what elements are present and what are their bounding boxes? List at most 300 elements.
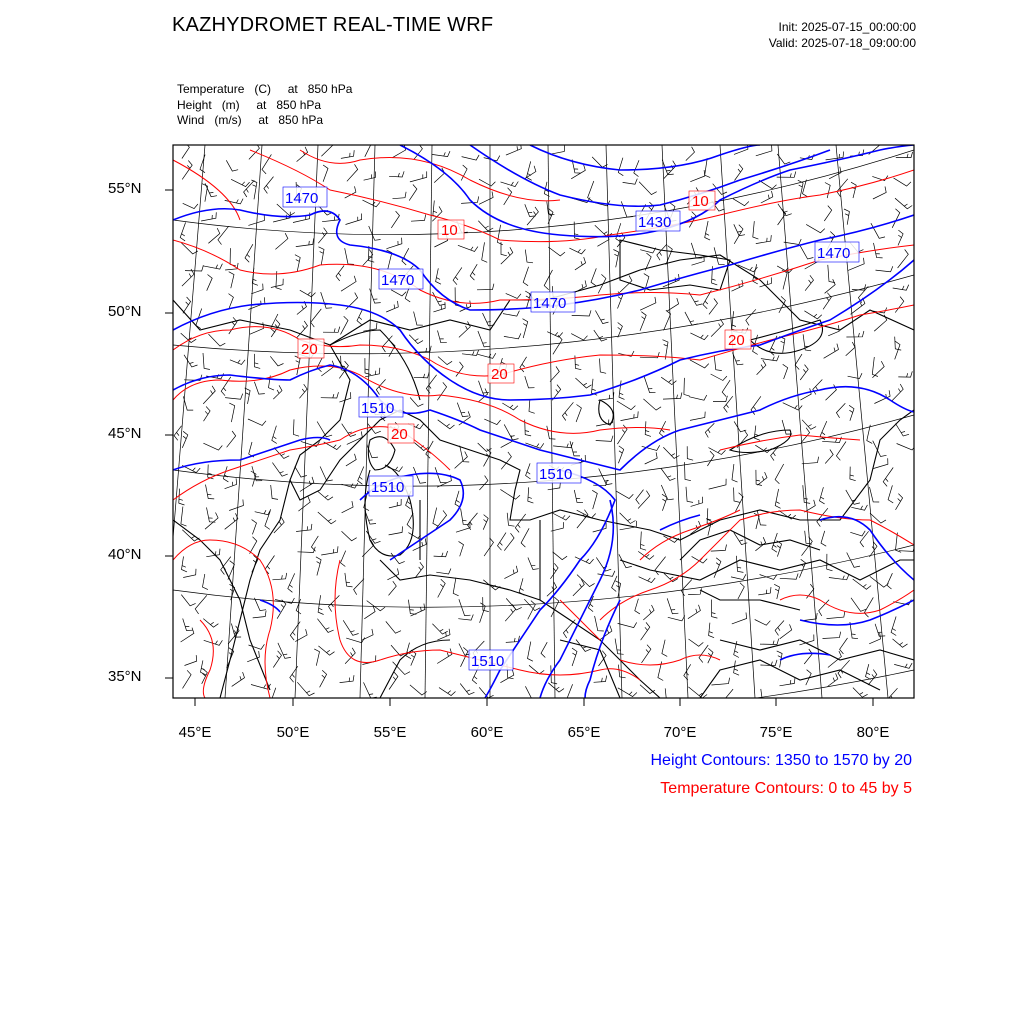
wind-barb: [754, 426, 760, 441]
wind-barb: [634, 160, 639, 176]
wind-barb: [824, 206, 831, 221]
wind-barb: [733, 199, 749, 206]
wind-barb: [346, 214, 362, 225]
wind-barb: [358, 467, 364, 485]
lat-label: 45°N: [108, 425, 142, 442]
wind-barb: [595, 311, 608, 324]
wind-barb: [836, 442, 846, 461]
wind-barb: [357, 310, 362, 325]
wind-barb: [414, 312, 423, 326]
wind-barb: [272, 463, 287, 477]
wind-barb: [318, 646, 334, 655]
wind-barb: [406, 643, 411, 659]
wind-barb: [506, 598, 522, 610]
wind-barb: [851, 598, 866, 612]
wind-barb: [367, 601, 385, 611]
wind-barb: [661, 377, 676, 384]
wind-barb: [848, 373, 862, 378]
wind-barb: [183, 619, 193, 631]
wind-barb: [183, 569, 196, 578]
wind-barb: [823, 632, 841, 639]
wind-barb: [725, 689, 733, 704]
wind-barb: [342, 531, 357, 541]
wind-barb: [645, 421, 651, 436]
wind-barb: [761, 355, 779, 361]
wind-barb: [253, 611, 266, 618]
wind-barb: [883, 468, 893, 487]
wind-barb: [438, 331, 447, 343]
wind-barb: [318, 595, 324, 614]
wind-barb: [438, 357, 452, 365]
wind-barb: [503, 311, 519, 316]
wind-barb: [662, 640, 667, 657]
wind-barb: [892, 209, 900, 228]
wind-barb: [498, 533, 507, 551]
wind-barb: [387, 238, 402, 249]
wind-barb: [264, 177, 274, 194]
wind-barb: [386, 301, 398, 312]
wind-barb: [690, 333, 708, 340]
wind-barb: [362, 655, 375, 664]
wind-barb: [459, 541, 464, 556]
wind-barb: [821, 531, 826, 546]
wind-barb: [453, 578, 458, 596]
wind-barb: [802, 420, 816, 430]
wind-barb: [599, 469, 613, 485]
wind-barb: [205, 513, 218, 530]
wind-barb: [182, 269, 194, 286]
wind-barb: [345, 248, 354, 264]
wind-barb: [714, 356, 722, 371]
wind-barb: [757, 360, 766, 375]
wind-barb: [668, 616, 685, 621]
wind-barb: [783, 364, 788, 379]
wind-barb: [868, 670, 877, 685]
wind-barb: [293, 419, 299, 436]
wind-barb: [391, 211, 399, 228]
wind-barb: [288, 573, 295, 592]
wind-barb: [569, 248, 585, 254]
wind-barb: [410, 685, 427, 695]
wind-barb: [321, 361, 334, 376]
wind-barb: [621, 201, 633, 217]
wind-barb: [599, 651, 607, 666]
wind-barb: [800, 246, 813, 259]
wind-barb: [182, 556, 188, 572]
wind-barb: [439, 688, 456, 696]
wind-barb: [297, 682, 314, 696]
wind-barb: [612, 576, 617, 592]
wind-barb: [296, 524, 312, 532]
wind-barb: [692, 556, 708, 563]
wind-barb: [550, 563, 558, 579]
wind-barb: [849, 405, 854, 420]
wind-barb: [594, 676, 607, 683]
wind-barb: [600, 359, 607, 374]
wind-barb: [203, 353, 210, 370]
wind-barb: [780, 677, 796, 685]
wind-barb: [827, 611, 845, 618]
wind-barb: [272, 426, 277, 444]
wind-barb: [732, 613, 747, 624]
wind-barb: [295, 356, 300, 375]
wind-barb: [562, 402, 573, 420]
wind-barb: [643, 605, 654, 620]
wind-barb: [893, 285, 909, 291]
wind-barb: [204, 407, 211, 422]
wind-barb: [314, 649, 319, 666]
wind-barb: [523, 319, 528, 338]
wind-barb: [853, 579, 871, 589]
wind-barb: [317, 619, 333, 633]
wind-barb: [479, 476, 488, 490]
wind-barb: [410, 398, 423, 407]
wind-barb: [295, 255, 300, 272]
wind-barb: [636, 490, 644, 505]
lon-label: 50°E: [276, 724, 310, 741]
wind-barb: [778, 204, 792, 216]
lon-label: 65°E: [567, 724, 601, 741]
wind-barb: [272, 688, 277, 703]
wind-barb: [709, 479, 726, 489]
wind-barb: [526, 463, 531, 479]
wind-barb: [705, 221, 710, 240]
wind-barb: [641, 622, 650, 640]
wind-barb: [570, 441, 580, 456]
wind-barb: [296, 238, 314, 246]
wind-barb: [343, 620, 358, 635]
wind-barb: [482, 242, 488, 262]
wind-barb: [784, 239, 802, 245]
wind-barb: [732, 311, 738, 331]
lon-label: 55°E: [373, 724, 407, 741]
height-label: 1470: [817, 245, 851, 262]
wind-barb: [851, 182, 856, 198]
wind-barb: [365, 137, 373, 157]
wind-barb: [644, 377, 655, 393]
wind-barb: [300, 290, 316, 297]
wind-barb: [362, 629, 373, 640]
wind-barb: [690, 360, 709, 368]
wind-barb: [691, 243, 702, 258]
wind-barb: [618, 688, 637, 697]
wind-barb: [758, 472, 768, 485]
wind-barb: [850, 531, 865, 536]
wind-barb: [573, 579, 584, 596]
wind-barb: [345, 573, 353, 587]
wind-barb: [735, 164, 743, 180]
wind-barb: [502, 403, 518, 410]
wind-barb: [389, 581, 397, 595]
wind-barb: [775, 489, 780, 508]
wind-barb: [663, 393, 682, 400]
wind-barb: [828, 265, 835, 283]
wind-barb: [618, 446, 623, 463]
wind-barb: [663, 447, 679, 458]
wind-barb: [409, 335, 423, 344]
wind-barb: [341, 551, 346, 567]
height-label: 1510: [371, 479, 405, 496]
wind-barb: [640, 312, 646, 331]
wind-barb: [553, 442, 573, 448]
wind-barb: [705, 423, 714, 437]
height-label: 1510: [361, 400, 395, 417]
wind-barb: [461, 508, 470, 525]
wind-barb: [290, 622, 300, 641]
wind-barb: [755, 620, 771, 626]
lon-label: 45°E: [178, 724, 212, 741]
wind-barb: [321, 139, 334, 157]
wind-barb: [825, 183, 830, 199]
wind-barb: [523, 267, 528, 286]
wind-barb: [567, 684, 572, 701]
wind-barb: [852, 284, 866, 290]
wind-barb: [290, 666, 298, 682]
wind-barb: [201, 660, 206, 675]
valid-time: Valid: 2025-07-18_09:00:00: [768, 36, 916, 50]
wind-barb: [245, 244, 253, 262]
wind-barb: [802, 457, 819, 464]
wind-barb: [895, 341, 900, 359]
wind-barb: [299, 384, 307, 398]
wind-barb: [501, 452, 511, 469]
wind-barb: [846, 331, 864, 337]
wind-barb: [870, 576, 889, 587]
wind-barb: [402, 248, 409, 265]
wind-barb: [722, 380, 730, 397]
wind-barb: [690, 412, 705, 421]
wind-barb: [407, 513, 413, 528]
wind-barb: [477, 353, 496, 358]
wind-barb: [690, 170, 705, 182]
wind-barb: [661, 485, 673, 500]
wind-barb: [753, 221, 759, 239]
wind-barb: [860, 531, 869, 547]
wind-barb: [340, 675, 354, 682]
wind-barb: [300, 477, 314, 492]
wind-barb: [203, 264, 223, 269]
wind-barb: [479, 381, 489, 393]
wind-barb: [365, 368, 380, 377]
wind-barb: [616, 223, 621, 242]
wind-barb: [183, 396, 193, 410]
variable-temperature: Temperature (C) at 850 hPa: [177, 82, 353, 96]
wind-barb: [592, 490, 597, 509]
wind-barb: [553, 552, 568, 560]
temperature-label: 10: [441, 222, 458, 239]
wind-barb: [844, 209, 849, 225]
wind-barb: [393, 192, 407, 199]
wind-barb: [898, 250, 909, 269]
wind-barb: [639, 182, 657, 195]
wind-barb: [387, 568, 398, 579]
wind-barb: [270, 356, 283, 366]
wind-barb: [571, 334, 587, 341]
wind-barb: [347, 164, 358, 181]
wind-barb: [621, 411, 639, 420]
wind-barb: [218, 226, 229, 244]
wind-barb: [225, 394, 243, 400]
wind-barb: [850, 467, 856, 481]
wind-barb: [271, 279, 283, 288]
wind-barb: [667, 298, 679, 311]
wind-barb: [756, 470, 762, 486]
wind-barb: [174, 426, 181, 441]
wind-barb: [341, 276, 356, 291]
wind-barb: [295, 466, 307, 477]
wind-barb: [229, 403, 234, 422]
wind-barb: [712, 600, 718, 619]
wind-barb: [638, 491, 650, 509]
wind-barb: [544, 270, 552, 290]
wind-barb: [480, 603, 486, 623]
wind-barb: [185, 655, 197, 665]
wind-barb: [804, 311, 821, 319]
wind-barb: [433, 201, 439, 218]
wind-barb: [478, 331, 490, 347]
wind-barb: [455, 491, 460, 507]
wind-barb: [254, 382, 264, 394]
wind-barb: [181, 507, 187, 526]
wind-barb: [525, 204, 536, 216]
wind-barb: [836, 403, 845, 418]
wind-barb: [888, 485, 893, 503]
wind-barb: [893, 639, 908, 647]
wind-barb: [635, 599, 640, 614]
wind-barb: [846, 342, 855, 356]
wind-barb: [229, 272, 234, 289]
wind-barb: [207, 507, 216, 522]
wind-barb: [415, 562, 424, 578]
wind-barb: [484, 538, 493, 556]
wind-barb: [411, 215, 426, 222]
wind-barb: [182, 530, 199, 541]
wind-barb: [642, 645, 651, 663]
wind-barb: [898, 230, 903, 245]
wind-barb: [456, 362, 463, 377]
wind-barb: [838, 660, 850, 678]
wind-barb: [179, 489, 185, 505]
wind-barb: [250, 537, 257, 554]
wind-barb: [823, 293, 831, 310]
wind-barb: [389, 171, 404, 177]
wind-barb: [298, 547, 316, 553]
wind-barb: [483, 515, 488, 530]
wind-barb: [525, 420, 531, 436]
wind-barb: [617, 401, 636, 410]
wind-barb: [295, 629, 307, 641]
wind-barb: [574, 490, 583, 503]
wind-barb: [662, 494, 667, 511]
temperature-contours-info: Temperature Contours: 0 to 45 by 5: [660, 780, 912, 797]
wind-barb: [618, 323, 623, 338]
wind-barb: [432, 151, 450, 157]
wind-barb: [365, 358, 371, 374]
wind-barb: [232, 672, 245, 686]
wind-barb: [824, 344, 839, 359]
wind-barb: [613, 250, 618, 268]
wind-barb: [657, 244, 667, 260]
wind-barb: [248, 419, 266, 425]
wind-barb: [252, 466, 262, 481]
wind-barb: [575, 257, 586, 270]
wind-barb: [207, 275, 213, 291]
wind-barb: [483, 313, 495, 326]
wind-barb: [521, 528, 529, 547]
wind-barb: [345, 186, 356, 198]
wind-barb: [459, 599, 471, 615]
wind-barb: [462, 155, 480, 160]
wind-barb: [323, 165, 328, 182]
temperature-contours: [173, 150, 914, 698]
wind-barb: [183, 297, 191, 313]
wind-barb: [478, 443, 492, 451]
lon-label: 60°E: [470, 724, 504, 741]
wind-barb: [872, 176, 888, 181]
height-label: 1510: [471, 653, 505, 670]
wind-barb: [410, 171, 427, 182]
lat-label: 35°N: [108, 668, 142, 685]
temperature-label: 20: [728, 332, 745, 349]
wind-barb: [837, 179, 848, 197]
wind-barb: [541, 642, 547, 657]
wind-barb: [252, 520, 257, 535]
wind-barb: [783, 403, 803, 410]
height-label: 1470: [285, 190, 319, 207]
wind-barb: [226, 160, 238, 171]
wind-barb: [684, 378, 690, 396]
wind-barb: [775, 621, 784, 636]
wind-barb: [297, 147, 308, 162]
wind-barb: [800, 365, 808, 380]
lon-label: 70°E: [663, 724, 697, 741]
wind-barb: [895, 297, 904, 313]
wind-barb: [686, 487, 693, 503]
wind-barb: [342, 501, 354, 513]
wind-barb: [457, 403, 468, 417]
wind-barb: [643, 399, 661, 410]
wind-barb: [453, 267, 462, 284]
wind-barb: [775, 464, 784, 484]
height-contours: [173, 145, 914, 698]
wind-barb: [689, 395, 707, 400]
wind-barb: [230, 248, 236, 266]
wind-barb: [894, 178, 912, 186]
wind-barb: [705, 158, 711, 177]
wind-barb: [497, 225, 502, 245]
wind-barb: [640, 297, 656, 310]
wind-barb: [615, 639, 624, 655]
wind-barb: [318, 228, 327, 244]
wind-barb: [714, 558, 721, 578]
wind-barb: [275, 233, 288, 249]
wind-barb: [336, 266, 344, 281]
wind-barb: [550, 146, 564, 155]
wind-barb: [734, 661, 740, 676]
wind-barb: [433, 302, 445, 312]
wind-barb: [298, 496, 310, 511]
wind-barb: [527, 161, 532, 180]
wind-barb: [687, 446, 693, 460]
wind-barb: [203, 443, 222, 450]
wind-barb: [866, 664, 871, 679]
wind-barb: [711, 374, 727, 381]
wind-barb: [182, 431, 188, 448]
wind-barb: [525, 250, 533, 263]
wind-barb: [483, 580, 500, 590]
wind-barb: [202, 669, 208, 684]
wind-barb: [665, 688, 672, 701]
